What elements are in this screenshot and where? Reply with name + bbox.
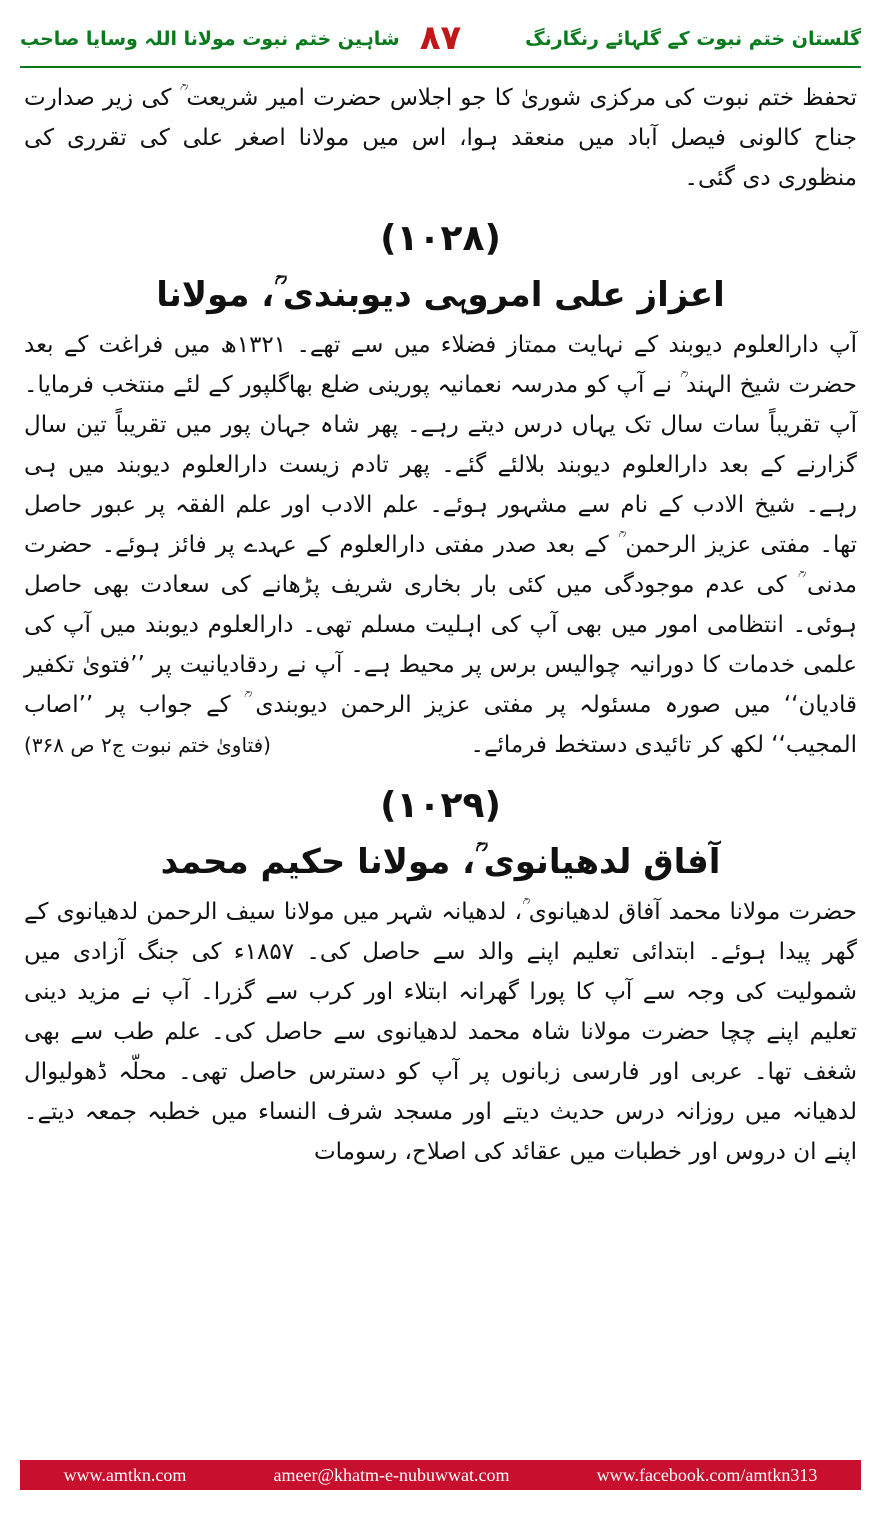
entry-number-1028: (۱۰۲۸) [380, 218, 501, 259]
entry-reference-1028: (فتاویٰ ختم نبوت ج۲ ص ۳۶۸) [24, 733, 271, 757]
entry-number-1029: (۱۰۲۹) [380, 785, 501, 826]
page-number: ۸۷ [419, 18, 462, 58]
entry-title-1029: آفاق لدھیانوی ؒ، مولانا حکیم محمد [160, 842, 721, 882]
page-footer [20, 1460, 861, 1490]
entry-title-1028: اعزاز علی امروہی دیوبندی ؒ، مولانا [156, 275, 725, 315]
page-header [20, 18, 861, 64]
footer-website-link[interactable]: www.amtkn.com [63, 1464, 187, 1485]
footer-facebook-link[interactable]: www.facebook.com/amtkn313 [596, 1464, 818, 1485]
book-title: گلستان ختم نبوت کے گلہائے رنگارنگ [525, 28, 861, 50]
header-divider [20, 66, 861, 68]
entry-body-1028 [24, 325, 857, 765]
intro-paragraph: تحفظ ختم نبوت کی مرکزی شوریٰ کا جو اجلاس حضرت امیر شریعت ؒ کی زیر صدارت جناح کالونی فیصل آباد میں منعقد ہوا، اس میں مولانا اصغر علی کی تقرری کی منظوری دی گئی۔ [24, 85, 857, 191]
footer-email-link[interactable]: ameer@khatm-e-nubuwwat.com [273, 1464, 510, 1485]
entry-text-1028: آپ دارالعلوم دیوبند کے نہایت ممتاز فضلاء میں سے تھے۔ ۱۳۲۱ھ میں فراغت کے بعد حضرت شیخ الہند ؒ نے آپ کو مدرسہ نعمانیہ پورینی ضلع بھاگلپور کے لئے منتخب فرمایا۔ آپ تقریباً سات سال تک یہاں درس دیتے رہے۔ پھر شاہ جہان پور میں تقریباً تین سال گزارنے کے بعد دارالعلوم دیوبند بلالئے گئے۔ پھر تادم زیست دارالعلوم دیوبند میں ہی رہے۔ شیخ الادب کے نام سے مشہور ہوئے۔ علم الادب اور علم الفقہ پر عبور حاصل تھا۔ مفتی عزیز الرحمن ؒ کے بعد صدر مفتی دارالعلوم کے عہدے پر فائز ہوئے۔ حضرت مدنی ؒ کی عدم موجودگی میں کئی بار بخاری شریف پڑھانے کی سعادت بھی حاصل ہوئی۔ انتظامی امور میں بھی آپ کی اہلیت مسلم تھی۔ دارالعلوم دیوبند میں آپ کی علمی خدمات کا دورانیہ چوالیس برس پر محیط ہے۔ آپ نے ردقادیانیت پر ’’فتویٰ تکفیر قادیان‘‘ میں صورہ مسئولہ پر مفتی عزیز الرحمن دیوبندی ؒ کے جواب پر ’’اصاب المجیب‘‘ لکھ کر تائیدی دستخط فرمائے۔ [24, 332, 858, 758]
entry-body-1029: حضرت مولانا محمد آفاق لدھیانوی ؒ، لدھیانہ شہر میں مولانا سیف الرحمن لدھیانوی کے گھر پیدا ہوئے۔ ابتدائی تعلیم اپنے والد سے حاصل کی۔ ۱۸۵۷ء کی جنگ آزادی میں شمولیت کی وجہ سے آپ کا پورا گھرانہ ابتلاء اور کرب سے گزرا۔ آپ نے مزید دینی تعلیم اپنے چچا حضرت مولانا شاہ محمد لدھیانوی سے حاصل کی۔ علم طب سے بھی شغف تھا۔ عربی اور فارسی زبانوں پر آپ کو دسترس حاصل تھی۔ محلّہ ڈھولیوال لدھیانہ میں روزانہ درس حدیث دیتے اور مسجد شرف النساء میں خطبہ جمعہ دیتے۔ اپنے ان دروس اور خطبات میں عقائد کی اصلاح، رسومات [24, 899, 857, 1165]
author-title: شاہین ختم نبوت مولانا اللہ وسایا صاحب [20, 28, 400, 50]
page-content [24, 78, 857, 1184]
